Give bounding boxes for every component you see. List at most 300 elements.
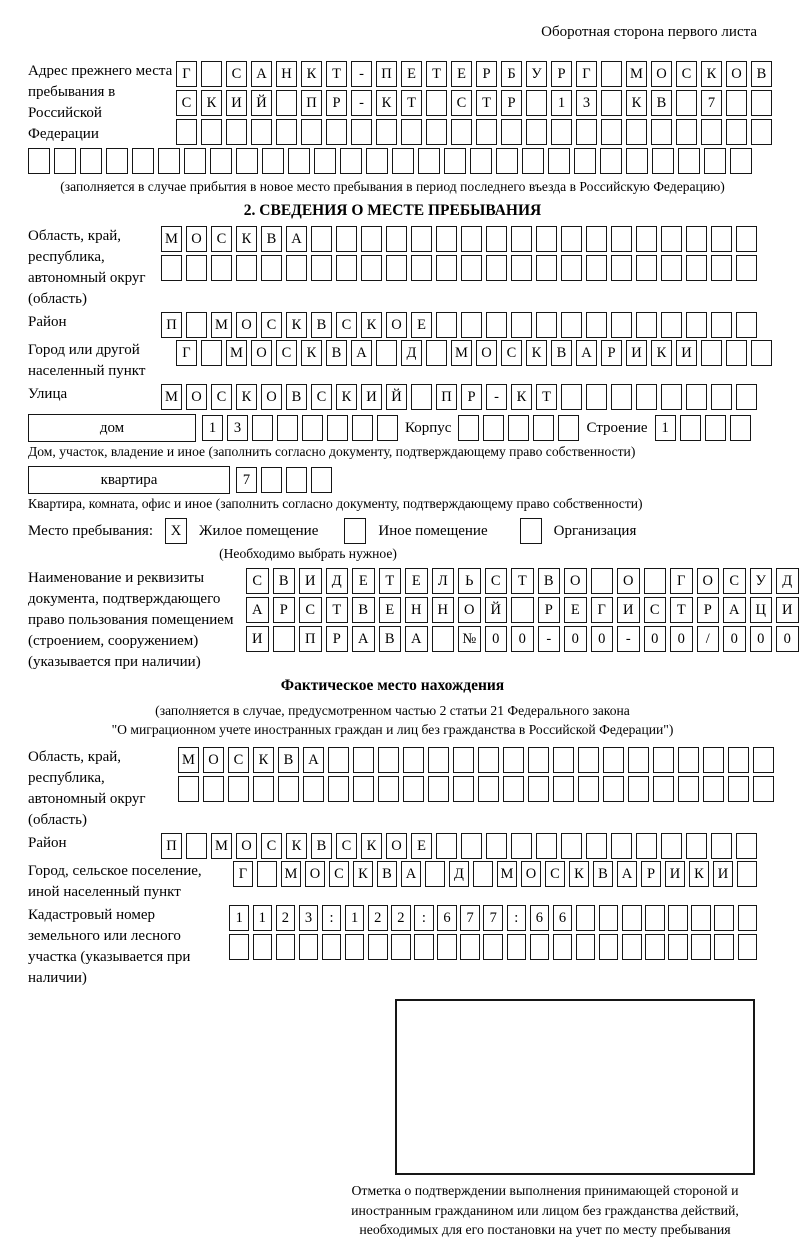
char-box[interactable] — [728, 776, 749, 802]
char-box[interactable] — [703, 776, 724, 802]
char-box[interactable] — [361, 226, 382, 252]
char-box[interactable] — [425, 861, 445, 887]
char-box[interactable] — [276, 119, 297, 145]
char-box[interactable]: О — [186, 226, 207, 252]
char-box[interactable] — [453, 747, 474, 773]
char-box[interactable]: С — [276, 340, 297, 366]
char-box[interactable] — [553, 776, 574, 802]
char-box[interactable] — [478, 776, 499, 802]
char-box[interactable]: Е — [405, 568, 428, 594]
char-box[interactable] — [676, 119, 697, 145]
dom-field[interactable]: дом — [28, 414, 196, 442]
char-box[interactable] — [201, 119, 222, 145]
char-box[interactable]: С — [261, 833, 282, 859]
char-box[interactable] — [678, 747, 699, 773]
char-box[interactable] — [536, 255, 557, 281]
char-box[interactable] — [336, 226, 357, 252]
char-box[interactable] — [201, 340, 222, 366]
char-box[interactable]: Т — [426, 61, 447, 87]
char-box[interactable]: В — [538, 568, 561, 594]
char-box[interactable] — [486, 312, 507, 338]
char-box[interactable]: К — [626, 90, 647, 116]
char-box[interactable]: С — [211, 384, 232, 410]
char-box[interactable] — [601, 90, 622, 116]
char-box[interactable]: Р — [501, 90, 522, 116]
char-box[interactable]: Л — [432, 568, 455, 594]
char-box[interactable]: Т — [670, 597, 693, 623]
char-box[interactable] — [411, 255, 432, 281]
char-box[interactable] — [276, 90, 297, 116]
char-box[interactable] — [328, 776, 349, 802]
char-box[interactable] — [326, 119, 347, 145]
char-box[interactable] — [432, 626, 455, 652]
char-box[interactable] — [428, 747, 449, 773]
char-box[interactable]: К — [301, 340, 322, 366]
char-box[interactable] — [576, 905, 596, 931]
char-box[interactable] — [178, 776, 199, 802]
char-box[interactable]: К — [361, 312, 382, 338]
char-box[interactable] — [401, 119, 422, 145]
char-box[interactable] — [622, 905, 642, 931]
char-box[interactable] — [327, 415, 348, 441]
char-box[interactable] — [328, 747, 349, 773]
char-box[interactable]: С — [501, 340, 522, 366]
char-box[interactable]: К — [253, 747, 274, 773]
char-box[interactable]: 0 — [723, 626, 746, 652]
char-box[interactable] — [548, 148, 570, 174]
char-box[interactable]: К — [526, 340, 547, 366]
char-box[interactable]: Т — [401, 90, 422, 116]
char-box[interactable]: 0 — [485, 626, 508, 652]
char-box[interactable] — [711, 255, 732, 281]
char-box[interactable] — [553, 747, 574, 773]
char-box[interactable]: Д — [401, 340, 422, 366]
char-box[interactable] — [461, 255, 482, 281]
char-box[interactable]: У — [750, 568, 773, 594]
char-box[interactable]: 3 — [227, 415, 248, 441]
char-box[interactable]: И — [676, 340, 697, 366]
char-box[interactable] — [226, 119, 247, 145]
char-box[interactable] — [403, 747, 424, 773]
char-box[interactable] — [353, 776, 374, 802]
char-box[interactable] — [703, 747, 724, 773]
char-box[interactable] — [391, 934, 411, 960]
char-box[interactable] — [736, 833, 757, 859]
char-box[interactable] — [536, 833, 557, 859]
char-box[interactable]: Е — [379, 597, 402, 623]
char-box[interactable]: И — [617, 597, 640, 623]
char-box[interactable] — [257, 861, 277, 887]
char-box[interactable]: 7 — [236, 467, 257, 493]
char-box[interactable]: Н — [276, 61, 297, 87]
char-box[interactable]: О — [458, 597, 481, 623]
char-box[interactable]: С — [176, 90, 197, 116]
char-box[interactable] — [428, 776, 449, 802]
char-box[interactable]: С — [451, 90, 472, 116]
char-box[interactable]: С — [228, 747, 249, 773]
char-box[interactable]: О — [617, 568, 640, 594]
char-box[interactable] — [426, 340, 447, 366]
char-box[interactable] — [276, 934, 296, 960]
char-box[interactable]: 6 — [437, 905, 457, 931]
char-box[interactable] — [636, 255, 657, 281]
char-box[interactable] — [730, 148, 752, 174]
kvartira-field[interactable]: квартира — [28, 466, 230, 494]
char-box[interactable]: Д — [326, 568, 349, 594]
char-box[interactable] — [161, 255, 182, 281]
char-box[interactable] — [599, 905, 619, 931]
char-box[interactable]: С — [644, 597, 667, 623]
char-box[interactable] — [273, 626, 296, 652]
char-box[interactable]: В — [326, 340, 347, 366]
char-box[interactable] — [403, 776, 424, 802]
char-box[interactable] — [736, 384, 757, 410]
checkbox-inoe-pomeshchenie[interactable] — [344, 518, 366, 544]
char-box[interactable] — [730, 415, 751, 441]
char-box[interactable] — [738, 905, 758, 931]
char-box[interactable]: 0 — [644, 626, 667, 652]
char-box[interactable]: В — [311, 833, 332, 859]
char-box[interactable] — [737, 861, 757, 887]
char-box[interactable] — [591, 568, 614, 594]
char-box[interactable] — [366, 148, 388, 174]
char-box[interactable]: О — [564, 568, 587, 594]
char-box[interactable] — [711, 833, 732, 859]
char-box[interactable] — [461, 833, 482, 859]
char-box[interactable] — [626, 119, 647, 145]
char-box[interactable] — [644, 568, 667, 594]
char-box[interactable]: Р — [697, 597, 720, 623]
char-box[interactable]: 0 — [591, 626, 614, 652]
char-box[interactable] — [704, 148, 726, 174]
char-box[interactable]: П — [161, 312, 182, 338]
char-box[interactable]: В — [651, 90, 672, 116]
char-box[interactable] — [678, 148, 700, 174]
char-box[interactable]: Т — [511, 568, 534, 594]
char-box[interactable] — [311, 226, 332, 252]
char-box[interactable]: Е — [352, 568, 375, 594]
char-box[interactable] — [726, 340, 747, 366]
char-box[interactable] — [600, 148, 622, 174]
char-box[interactable] — [536, 312, 557, 338]
char-box[interactable] — [278, 776, 299, 802]
char-box[interactable]: 7 — [483, 905, 503, 931]
char-box[interactable]: - — [538, 626, 561, 652]
char-box[interactable] — [511, 597, 534, 623]
char-box[interactable]: Ь — [458, 568, 481, 594]
char-box[interactable] — [288, 148, 310, 174]
char-box[interactable] — [496, 148, 518, 174]
char-box[interactable]: О — [651, 61, 672, 87]
char-box[interactable] — [751, 90, 772, 116]
char-box[interactable]: Т — [326, 597, 349, 623]
char-box[interactable]: М — [626, 61, 647, 87]
char-box[interactable]: А — [246, 597, 269, 623]
char-box[interactable] — [501, 119, 522, 145]
char-box[interactable]: : — [507, 905, 527, 931]
char-box[interactable] — [345, 934, 365, 960]
char-box[interactable]: В — [311, 312, 332, 338]
char-box[interactable] — [411, 384, 432, 410]
char-box[interactable] — [676, 90, 697, 116]
char-box[interactable] — [691, 934, 711, 960]
char-box[interactable] — [686, 312, 707, 338]
char-box[interactable] — [211, 255, 232, 281]
char-box[interactable] — [751, 340, 772, 366]
char-box[interactable]: А — [286, 226, 307, 252]
char-box[interactable] — [661, 833, 682, 859]
char-box[interactable] — [645, 934, 665, 960]
char-box[interactable]: Р — [538, 597, 561, 623]
char-box[interactable]: Й — [485, 597, 508, 623]
char-box[interactable] — [626, 148, 648, 174]
char-box[interactable] — [551, 119, 572, 145]
char-box[interactable] — [470, 148, 492, 174]
char-box[interactable] — [106, 148, 128, 174]
char-box[interactable] — [201, 61, 222, 87]
char-box[interactable] — [361, 255, 382, 281]
char-box[interactable]: К — [286, 833, 307, 859]
char-box[interactable]: П — [436, 384, 457, 410]
char-box[interactable] — [511, 833, 532, 859]
char-box[interactable]: Р — [273, 597, 296, 623]
char-box[interactable] — [483, 934, 503, 960]
char-box[interactable] — [436, 833, 457, 859]
char-box[interactable] — [536, 226, 557, 252]
char-box[interactable]: Р — [326, 626, 349, 652]
char-box[interactable] — [586, 312, 607, 338]
char-box[interactable] — [351, 119, 372, 145]
char-box[interactable]: О — [203, 747, 224, 773]
char-box[interactable]: Д — [449, 861, 469, 887]
char-box[interactable] — [186, 833, 207, 859]
char-box[interactable]: Т — [476, 90, 497, 116]
char-box[interactable]: Г — [670, 568, 693, 594]
char-box[interactable] — [511, 312, 532, 338]
char-box[interactable] — [252, 415, 273, 441]
char-box[interactable] — [611, 833, 632, 859]
char-box[interactable]: Т — [536, 384, 557, 410]
char-box[interactable]: С — [246, 568, 269, 594]
char-box[interactable] — [386, 255, 407, 281]
char-box[interactable]: Г — [176, 61, 197, 87]
char-box[interactable] — [586, 833, 607, 859]
char-box[interactable] — [705, 415, 726, 441]
char-box[interactable] — [436, 312, 457, 338]
char-box[interactable]: Г — [176, 340, 197, 366]
char-box[interactable]: М — [281, 861, 301, 887]
char-box[interactable]: А — [405, 626, 428, 652]
char-box[interactable] — [686, 833, 707, 859]
char-box[interactable]: В — [278, 747, 299, 773]
char-box[interactable] — [228, 776, 249, 802]
char-box[interactable]: Ц — [750, 597, 773, 623]
char-box[interactable] — [561, 312, 582, 338]
checkbox-zhiloe-pomeshchenie[interactable]: X — [165, 518, 187, 544]
char-box[interactable]: Р — [641, 861, 661, 887]
char-box[interactable]: С — [329, 861, 349, 887]
char-box[interactable]: : — [414, 905, 434, 931]
char-box[interactable] — [28, 148, 50, 174]
char-box[interactable] — [736, 255, 757, 281]
char-box[interactable] — [753, 747, 774, 773]
char-box[interactable] — [652, 148, 674, 174]
char-box[interactable]: П — [301, 90, 322, 116]
char-box[interactable]: В — [352, 597, 375, 623]
char-box[interactable] — [376, 340, 397, 366]
char-box[interactable]: - — [351, 61, 372, 87]
char-box[interactable]: - — [351, 90, 372, 116]
char-box[interactable]: Р — [461, 384, 482, 410]
char-box[interactable]: Е — [451, 61, 472, 87]
char-box[interactable]: С — [299, 597, 322, 623]
char-box[interactable]: М — [497, 861, 517, 887]
char-box[interactable]: К — [511, 384, 532, 410]
char-box[interactable] — [437, 934, 457, 960]
char-box[interactable] — [251, 119, 272, 145]
char-box[interactable]: А — [576, 340, 597, 366]
char-box[interactable] — [691, 905, 711, 931]
char-box[interactable]: С — [311, 384, 332, 410]
char-box[interactable] — [458, 415, 479, 441]
char-box[interactable] — [476, 119, 497, 145]
char-box[interactable] — [636, 226, 657, 252]
char-box[interactable] — [461, 226, 482, 252]
char-box[interactable] — [411, 226, 432, 252]
char-box[interactable] — [503, 747, 524, 773]
char-box[interactable]: 2 — [276, 905, 296, 931]
char-box[interactable]: Е — [411, 312, 432, 338]
char-box[interactable]: 0 — [511, 626, 534, 652]
char-box[interactable]: К — [689, 861, 709, 887]
char-box[interactable] — [507, 934, 527, 960]
char-box[interactable]: А — [723, 597, 746, 623]
char-box[interactable] — [603, 776, 624, 802]
char-box[interactable]: С — [336, 312, 357, 338]
char-box[interactable]: Н — [432, 597, 455, 623]
char-box[interactable] — [578, 747, 599, 773]
char-box[interactable] — [661, 226, 682, 252]
char-box[interactable]: П — [376, 61, 397, 87]
char-box[interactable] — [738, 934, 758, 960]
char-box[interactable] — [622, 934, 642, 960]
char-box[interactable]: 1 — [345, 905, 365, 931]
char-box[interactable] — [277, 415, 298, 441]
char-box[interactable] — [701, 340, 722, 366]
char-box[interactable]: 2 — [391, 905, 411, 931]
char-box[interactable]: 7 — [701, 90, 722, 116]
char-box[interactable]: А — [617, 861, 637, 887]
char-box[interactable] — [751, 119, 772, 145]
char-box[interactable] — [286, 467, 307, 493]
char-box[interactable] — [376, 119, 397, 145]
char-box[interactable] — [340, 148, 362, 174]
char-box[interactable] — [322, 934, 342, 960]
char-box[interactable] — [186, 255, 207, 281]
char-box[interactable] — [511, 255, 532, 281]
char-box[interactable] — [611, 255, 632, 281]
char-box[interactable] — [461, 312, 482, 338]
char-box[interactable] — [533, 415, 554, 441]
char-box[interactable] — [553, 934, 573, 960]
char-box[interactable]: К — [361, 833, 382, 859]
char-box[interactable]: К — [569, 861, 589, 887]
char-box[interactable] — [414, 934, 434, 960]
char-box[interactable]: О — [251, 340, 272, 366]
char-box[interactable]: Г — [591, 597, 614, 623]
char-box[interactable]: К — [336, 384, 357, 410]
char-box[interactable] — [576, 934, 596, 960]
char-box[interactable]: Т — [326, 61, 347, 87]
char-box[interactable]: № — [458, 626, 481, 652]
char-box[interactable] — [176, 119, 197, 145]
char-box[interactable]: С — [676, 61, 697, 87]
char-box[interactable]: И — [361, 384, 382, 410]
char-box[interactable]: Г — [576, 61, 597, 87]
char-box[interactable] — [253, 934, 273, 960]
char-box[interactable] — [426, 90, 447, 116]
char-box[interactable] — [561, 226, 582, 252]
char-box[interactable] — [54, 148, 76, 174]
char-box[interactable]: П — [299, 626, 322, 652]
char-box[interactable] — [628, 747, 649, 773]
char-box[interactable]: М — [211, 312, 232, 338]
char-box[interactable] — [530, 934, 550, 960]
char-box[interactable] — [253, 776, 274, 802]
char-box[interactable] — [661, 312, 682, 338]
char-box[interactable] — [486, 255, 507, 281]
char-box[interactable] — [236, 255, 257, 281]
char-box[interactable] — [678, 776, 699, 802]
char-box[interactable] — [528, 776, 549, 802]
char-box[interactable]: О — [236, 833, 257, 859]
char-box[interactable]: И — [665, 861, 685, 887]
char-box[interactable] — [453, 776, 474, 802]
char-box[interactable]: 1 — [551, 90, 572, 116]
char-box[interactable] — [668, 934, 688, 960]
char-box[interactable]: О — [186, 384, 207, 410]
char-box[interactable] — [686, 384, 707, 410]
char-box[interactable] — [378, 776, 399, 802]
char-box[interactable]: В — [551, 340, 572, 366]
checkbox-organizatsiya[interactable] — [520, 518, 542, 544]
char-box[interactable] — [451, 119, 472, 145]
char-box[interactable] — [645, 905, 665, 931]
char-box[interactable]: В — [593, 861, 613, 887]
char-box[interactable] — [680, 415, 701, 441]
char-box[interactable]: Р — [326, 90, 347, 116]
char-box[interactable] — [736, 312, 757, 338]
char-box[interactable]: С — [211, 226, 232, 252]
char-box[interactable]: - — [617, 626, 640, 652]
char-box[interactable]: О — [726, 61, 747, 87]
char-box[interactable] — [473, 861, 493, 887]
char-box[interactable] — [210, 148, 232, 174]
char-box[interactable]: К — [376, 90, 397, 116]
char-box[interactable]: В — [261, 226, 282, 252]
char-box[interactable]: К — [201, 90, 222, 116]
char-box[interactable] — [261, 467, 282, 493]
char-box[interactable] — [711, 312, 732, 338]
char-box[interactable] — [636, 312, 657, 338]
char-box[interactable] — [303, 776, 324, 802]
char-box[interactable]: К — [353, 861, 373, 887]
char-box[interactable] — [444, 148, 466, 174]
char-box[interactable]: 1 — [253, 905, 273, 931]
char-box[interactable] — [574, 148, 596, 174]
char-box[interactable] — [368, 934, 388, 960]
char-box[interactable]: А — [303, 747, 324, 773]
